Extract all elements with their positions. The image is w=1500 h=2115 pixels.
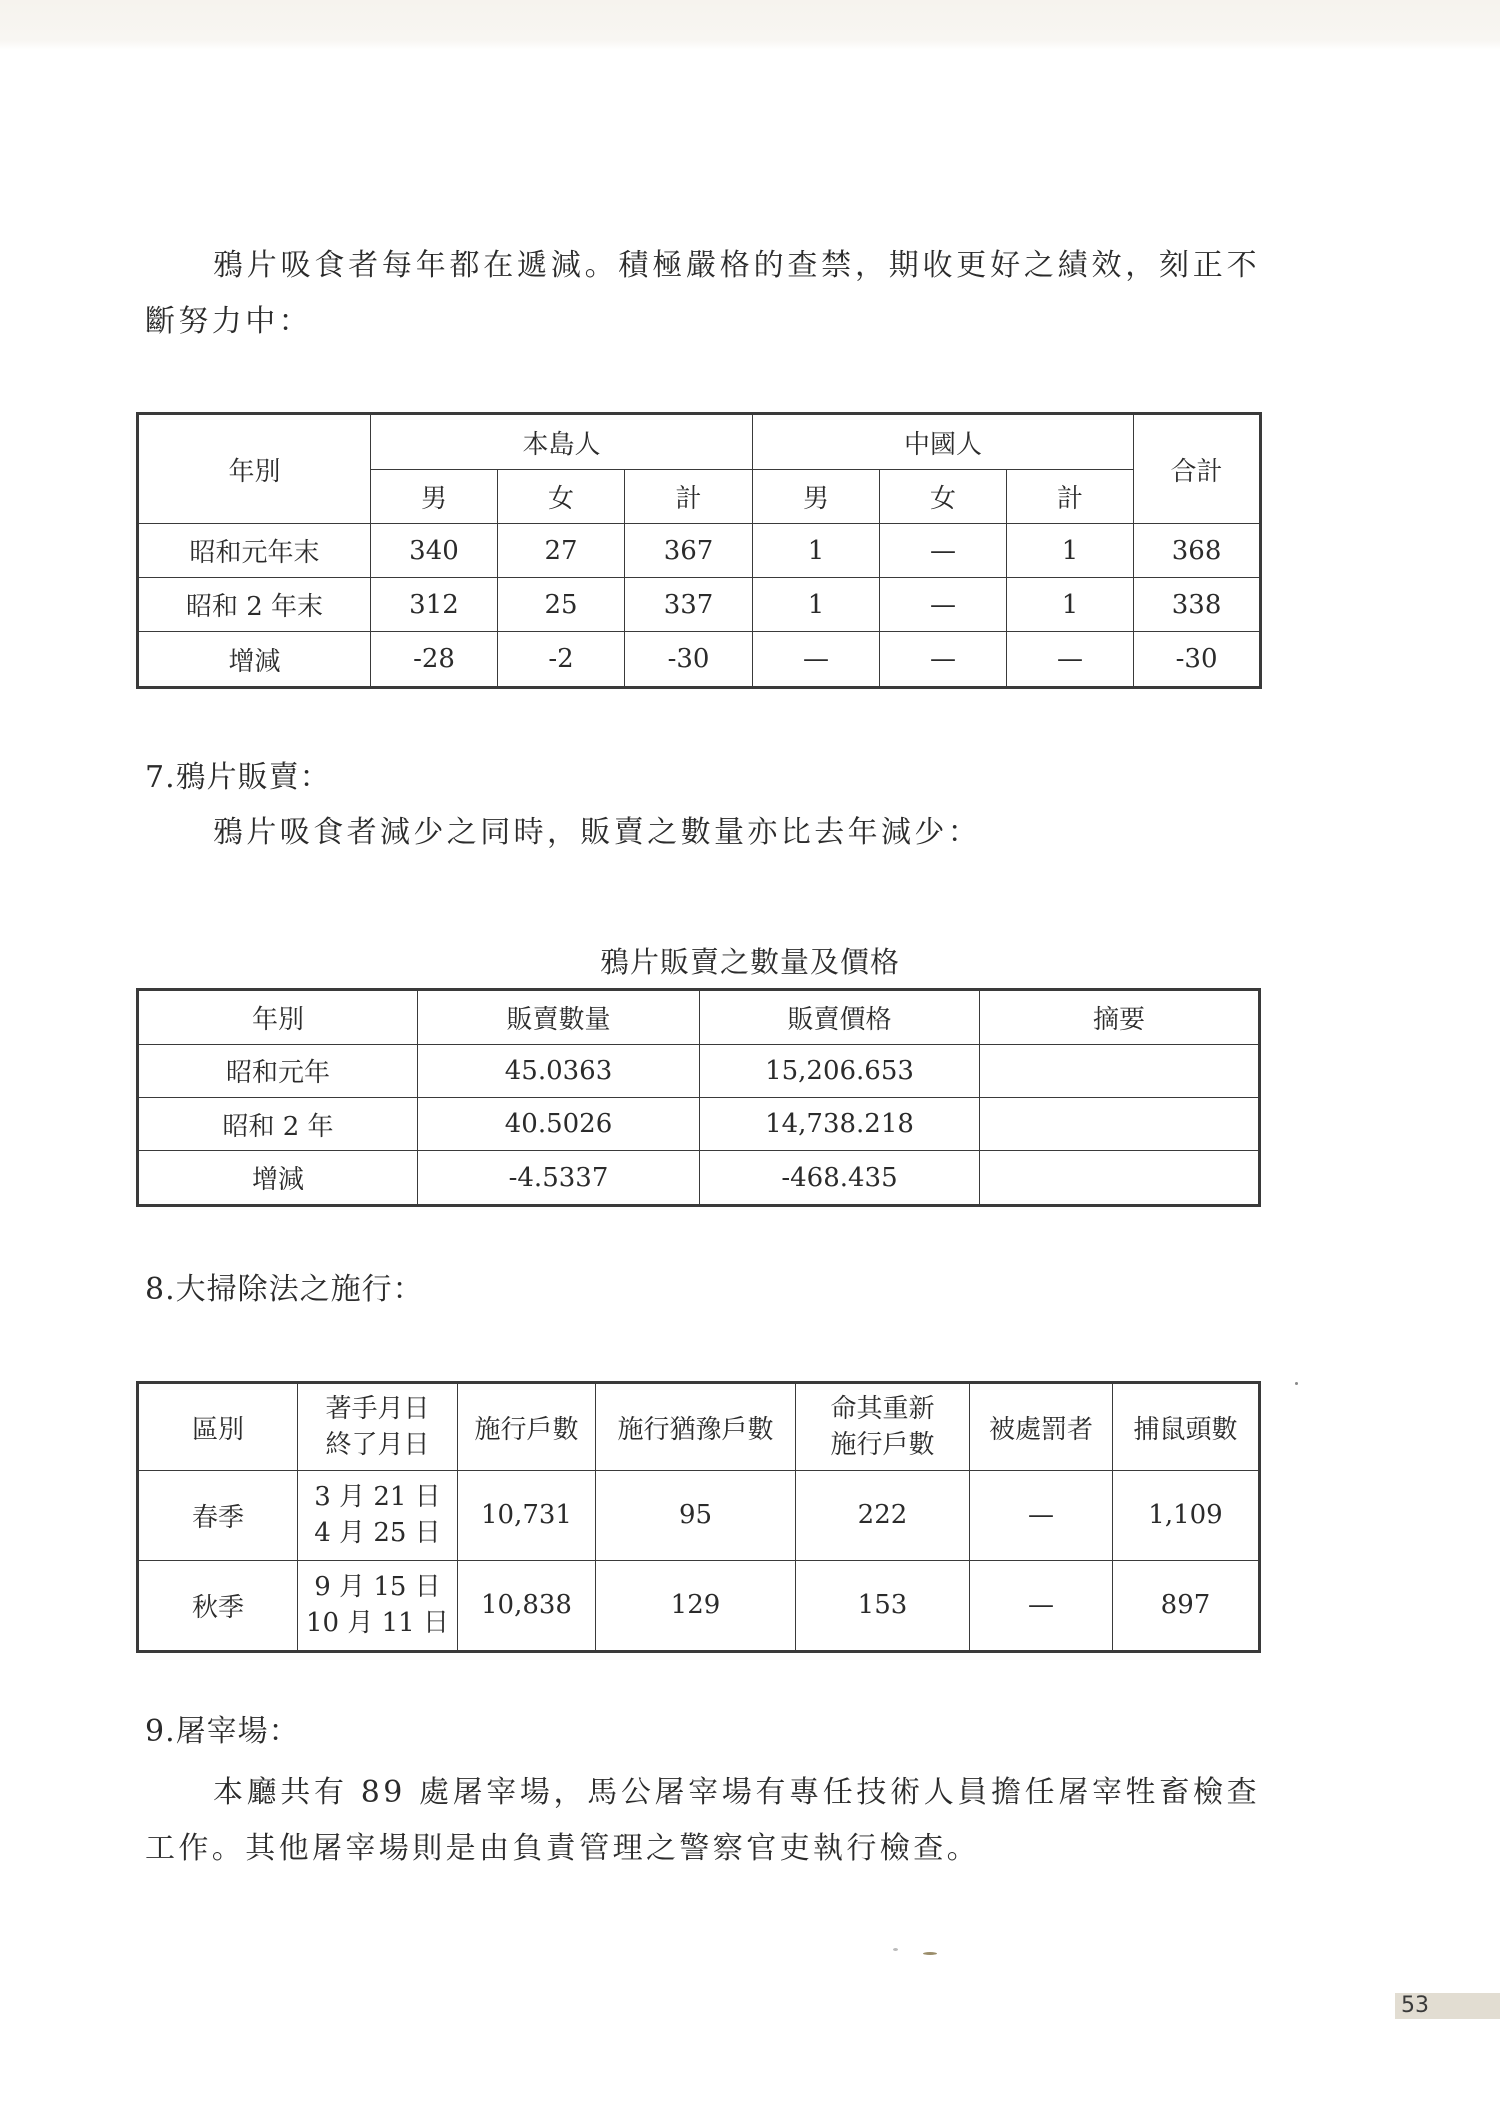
header-dates — [298, 1383, 458, 1471]
cell: 27 — [498, 524, 625, 578]
cell: 1 — [1007, 524, 1134, 578]
header-year: 年別 — [138, 414, 371, 524]
cell: 340 — [371, 524, 498, 578]
table-row — [138, 1471, 1260, 1561]
header-penalized: 被處罰者 — [970, 1383, 1113, 1471]
opium-smokers-table — [136, 412, 1262, 689]
cell-rats: 1,109 — [1113, 1471, 1260, 1561]
cell: — — [880, 632, 1007, 688]
cell: 367 — [625, 524, 753, 578]
cell-remarks — [980, 1097, 1260, 1150]
section-9-heading: 9.屠宰場： — [145, 1714, 300, 1749]
cell-price: 14,738.218 — [700, 1097, 980, 1150]
cell-redo: 153 — [796, 1560, 970, 1651]
row-year: 昭和 2 年 — [138, 1097, 418, 1150]
cell-postponed: 129 — [596, 1560, 796, 1651]
table-row — [138, 1097, 1260, 1150]
header-start-date: 著手月日 — [325, 1394, 430, 1424]
row-area: 春季 — [138, 1471, 298, 1561]
table-row — [138, 1044, 1260, 1097]
cell: 312 — [371, 578, 498, 632]
header-female: 女 — [498, 470, 625, 524]
header-households: 施行戶數 — [458, 1383, 596, 1471]
cell-penalized: — — [970, 1471, 1113, 1561]
cell: 25 — [498, 578, 625, 632]
row-dates — [298, 1560, 458, 1651]
table-row — [138, 578, 1261, 632]
scan-speck — [893, 1948, 898, 1951]
header-islanders: 本島人 — [371, 414, 753, 470]
header-redo — [796, 1383, 970, 1471]
header-quantity: 販賣數量 — [418, 990, 700, 1045]
header-price: 販賣價格 — [700, 990, 980, 1045]
section-9-paragraph: 本廳共有 89 處屠宰場，馬公屠宰場有專任技術人員擔任屠宰牲畜檢查工作。其他屠宰場則是由負責管理之警察官吏執行檢查。 — [145, 1775, 1260, 1866]
table-row — [138, 1151, 1260, 1206]
cell: — — [880, 578, 1007, 632]
header-rats: 捕鼠頭數 — [1113, 1383, 1260, 1471]
header-male: 男 — [753, 470, 880, 524]
cell-households: 10,838 — [458, 1560, 596, 1651]
header-area: 區別 — [138, 1383, 298, 1471]
cell-quantity: 40.5026 — [418, 1097, 700, 1150]
cell-price: 15,206.653 — [700, 1044, 980, 1097]
header-subtotal: 計 — [625, 470, 753, 524]
cell: — — [880, 524, 1007, 578]
page-number: 53 — [1395, 1993, 1500, 2019]
scan-top-band — [0, 0, 1500, 50]
row-year: 增減 — [138, 632, 371, 688]
row-year: 昭和元年 — [138, 1044, 418, 1097]
header-female: 女 — [880, 470, 1007, 524]
header-chinese: 中國人 — [753, 414, 1134, 470]
table2-caption: 鴉片販賣之數量及價格 — [599, 945, 900, 979]
table-header-row — [138, 990, 1260, 1045]
cell: 337 — [625, 578, 753, 632]
row-area: 秋季 — [138, 1560, 298, 1651]
section-8-heading: 8.大掃除法之施行： — [145, 1272, 424, 1307]
row-dates — [298, 1471, 458, 1561]
cell: — — [1007, 632, 1134, 688]
cell: 1 — [753, 524, 880, 578]
table-row — [138, 632, 1261, 688]
opium-sales-table — [136, 988, 1261, 1207]
header-remarks: 摘要 — [980, 990, 1260, 1045]
cell: 1 — [1007, 578, 1134, 632]
end-date: 10 月 11 日 — [306, 1608, 449, 1639]
cleaning-law-table — [136, 1381, 1261, 1653]
scan-speck — [923, 1952, 937, 1955]
section-7-heading: 7.鴉片販賣： — [145, 760, 331, 795]
header-total: 合計 — [1134, 414, 1261, 524]
header-subtotal: 計 — [1007, 470, 1134, 524]
cell: -30 — [625, 632, 753, 688]
header-end-date: 終了月日 — [325, 1430, 430, 1460]
header-year: 年別 — [138, 990, 418, 1045]
section-7-paragraph: 鴉片吸食者減少之同時，販賣之數量亦比去年減少： — [213, 815, 982, 850]
header-male: 男 — [371, 470, 498, 524]
cell-penalized: — — [970, 1560, 1113, 1651]
end-date: 4 月 25 日 — [314, 1518, 441, 1549]
cell-postponed: 95 — [596, 1471, 796, 1561]
header-postponed: 施行猶豫戶數 — [596, 1383, 796, 1471]
cell-remarks — [980, 1044, 1260, 1097]
cell-rats: 897 — [1113, 1560, 1260, 1651]
scan-speck — [1295, 1382, 1298, 1385]
start-date: 9 月 15 日 — [314, 1572, 441, 1603]
intro-paragraph: 鴉片吸食者每年都在遞減。積極嚴格的查禁，期收更好之績效，刻正不斷努力中： — [145, 248, 1260, 339]
header-redo-line2: 施行戶數 — [830, 1430, 935, 1460]
row-year: 增減 — [138, 1151, 418, 1206]
cell-price: -468.435 — [700, 1151, 980, 1206]
cell-redo: 222 — [796, 1471, 970, 1561]
header-redo-line1: 命其重新 — [830, 1394, 935, 1424]
row-total: 338 — [1134, 578, 1261, 632]
cell: -2 — [498, 632, 625, 688]
table-row — [138, 1560, 1260, 1651]
start-date: 3 月 21 日 — [314, 1482, 441, 1513]
cell-households: 10,731 — [458, 1471, 596, 1561]
row-total: -30 — [1134, 632, 1261, 688]
table-header-row — [138, 1383, 1260, 1471]
cell-remarks — [980, 1151, 1260, 1206]
cell-quantity: -4.5337 — [418, 1151, 700, 1206]
row-total: 368 — [1134, 524, 1261, 578]
row-year: 昭和元年末 — [138, 524, 371, 578]
cell: — — [753, 632, 880, 688]
row-year: 昭和 2 年末 — [138, 578, 371, 632]
cell: 1 — [753, 578, 880, 632]
cell: -28 — [371, 632, 498, 688]
cell-quantity: 45.0363 — [418, 1044, 700, 1097]
table-row — [138, 524, 1261, 578]
